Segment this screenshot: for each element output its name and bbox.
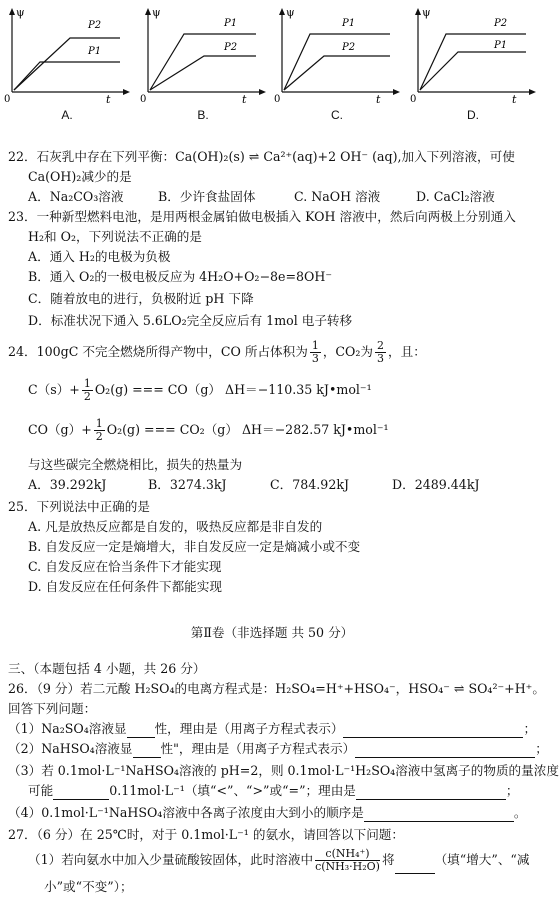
- graph-a-plot: [2, 4, 132, 104]
- q24-options: [8, 476, 538, 494]
- q24-frac-co2: [375, 340, 386, 365]
- graph-a-xlabel: t: [106, 93, 111, 106]
- graph-d-caption: D.: [467, 108, 479, 122]
- q26-sub-1-blank-nature[interactable]: [127, 723, 155, 738]
- graph-b: [138, 4, 268, 122]
- q25-option-d: D. 自发反应在任何条件下都能实现: [28, 579, 222, 594]
- q24-eq1-half-num: 1: [83, 377, 91, 390]
- q26-sub-1-b: 性，理由是（用离子方程式表示）: [154, 721, 344, 736]
- graph-b-series-1: P1: [224, 18, 238, 29]
- q27-ratio-fraction: [315, 848, 380, 873]
- q23-stem: 23．一种新型燃料电池，是用两根金属铂做电极插入 KOH 溶液中，然后向两极上分别通入: [8, 209, 516, 224]
- q23-option-c: C．随着放电的进行，负极附近 pH 下降: [28, 291, 254, 306]
- q27-sub-1-b: 将: [381, 852, 395, 867]
- q22-option-d: D. CaCl₂溶液: [416, 189, 495, 204]
- q22-option-c: C. NaOH 溶液: [294, 189, 381, 204]
- graph-a-series-2: P1: [88, 46, 102, 57]
- q24-eq2-right: O₂(g) === CO₂（g） ΔH＝−282.57 kJ•mol⁻¹: [106, 422, 389, 437]
- q23-option-d: D．标准状况下通入 5.6LO₂完全反应后有 1mol 电子转移: [28, 313, 353, 328]
- q26-sub-3-end: ；: [505, 783, 519, 798]
- q26-sub-4-blank-order[interactable]: [364, 807, 514, 822]
- graph-d: [408, 4, 538, 122]
- graph-d-series-1: P2: [494, 18, 508, 29]
- q24-eq2-half-num: 1: [95, 417, 103, 430]
- q25-option-b: B. 自发反应一定是熵增大，非自发反应一定是熵减小或不变: [28, 539, 361, 554]
- graph-d-plot: [408, 4, 538, 104]
- graph-c-xlabel: t: [376, 93, 381, 106]
- q24-frac-co-num: 1: [311, 339, 319, 352]
- q22-stem-cont: Ca(OH)₂减少的是: [28, 169, 132, 184]
- q26-sub-3: （3）若 0.1mol·L⁻¹NaHSO₄溶液的 pH=2，则 0.1mol·L⁻¹H₂SO₄溶液中氢离子的物质的量浓度: [8, 763, 559, 778]
- q27-sub-1: [8, 846, 538, 874]
- q24-frac-co2-den: 3: [377, 352, 385, 365]
- q24-equation-1: [8, 376, 538, 404]
- q24-eq1-half-den: 2: [83, 390, 91, 403]
- q26-sub-2-blank-equation[interactable]: [355, 743, 535, 758]
- q23-stem-cont: H₂和 O₂，下列说法不正确的是: [28, 229, 202, 244]
- q27-ratio-num: c(NH₄⁺): [315, 848, 380, 861]
- q26-sub-3-cont: [8, 782, 538, 800]
- q24-eq2-left: CO（g）+: [28, 422, 92, 437]
- q26-sub-2-a: （2）NaHSO₄溶液显: [8, 741, 133, 756]
- q24-equation-2: [8, 416, 538, 444]
- q26-sub-3-blank-compare[interactable]: [53, 785, 109, 800]
- graph-b-series-2: P2: [224, 42, 238, 53]
- q23-option-a: A．通入 H₂的电极为负极: [28, 249, 171, 264]
- q24-frac-co2-num: 2: [377, 339, 385, 352]
- graph-d-ylabel: ψ: [422, 6, 431, 19]
- q22-option-b: B．少许食盐固体: [158, 189, 256, 204]
- q25-option-c: C. 自发反应在恰当条件下才能实现: [28, 559, 222, 574]
- graph-b-caption: B.: [197, 108, 209, 122]
- graph-d-xlabel: t: [512, 93, 517, 106]
- graph-d-origin: 0: [410, 94, 417, 105]
- q24-option-d: D．2489.44kJ: [392, 477, 480, 492]
- q25-stem: 25．下列说法中正确的是: [8, 499, 150, 514]
- q24-eq2-half-den: 2: [95, 430, 103, 443]
- q24-middle: ，CO₂为: [322, 344, 374, 359]
- q24-eq2-half: [94, 418, 105, 443]
- q26-sub-4-end: 。: [513, 805, 527, 820]
- q26-sub-1-a: （1）Na₂SO₄溶液显: [8, 721, 127, 736]
- graph-c-plot: [272, 4, 402, 104]
- q24-frac-co: [310, 340, 321, 365]
- q26-sub-3-blank-reason[interactable]: [356, 785, 506, 800]
- q22-options: [8, 188, 538, 206]
- q27-stem: 27．（6 分）在 25℃时，对于 0.1mol·L⁻¹ 的氨水，请回答以下问题：: [8, 827, 404, 842]
- q22-option-a: A．Na₂CO₃溶液: [28, 189, 124, 204]
- q24-stem: [8, 338, 538, 366]
- graph-a-series-1: P2: [88, 20, 102, 31]
- section-2-heading: 第Ⅱ卷（非选择题 共 50 分）: [190, 625, 354, 640]
- q24-eq1-half: [82, 378, 93, 403]
- graph-a-caption: A.: [61, 108, 73, 122]
- q23-option-b: B．通入 O₂的一极电极反应为 4H₂O+O₂−8e=8OH⁻: [28, 269, 332, 284]
- q26-sub-4: [8, 804, 538, 822]
- q26-sub-3-b: 0.11mol·L⁻¹（填“<”、“>”或“=”；理由是: [109, 783, 356, 798]
- q26-sub-1-blank-equation[interactable]: [343, 723, 523, 738]
- q26-stem: 26．（9 分）若二元酸 H₂SO₄的电离方程式是：H₂SO₄=H⁺+HSO₄⁻，HSO₄⁻ ⇌ SO₄²⁻+H⁺。: [8, 681, 545, 696]
- q24-eq1-right: O₂(g) === CO（g） ΔH＝−110.35 kJ•mol⁻¹: [94, 382, 372, 397]
- graph-c-series-2: P2: [342, 42, 356, 53]
- graph-a-ylabel: ψ: [16, 6, 25, 19]
- graph-c-series-1: P1: [342, 18, 356, 29]
- q27-ratio-den: c(NH₃·H₂O): [315, 860, 380, 873]
- q24-option-b: B．3274.3kJ: [148, 477, 227, 492]
- q26-sub-2: [8, 740, 548, 758]
- q22-stem: 22．石灰乳中存在下列平衡：Ca(OH)₂(s) ⇌ Ca²⁺(aq)+2 OH⁻ (aq),加入下列溶液，可使: [8, 149, 515, 164]
- graph-a-origin: 0: [4, 94, 11, 105]
- q27-sub-1-a: （1）若向氨水中加入少量硫酸铵固体，此时溶液中: [28, 852, 314, 867]
- q26-sub-1: [8, 720, 538, 738]
- q27-sub-1-c: （填“增大”、“减: [434, 852, 530, 867]
- graph-c: [272, 4, 402, 122]
- graph-a: [2, 4, 132, 122]
- q26-sub-3-a: 可能: [28, 783, 54, 798]
- q26-prompt: 回答下列问题：: [8, 701, 97, 716]
- q26-sub-2-end: ；: [535, 741, 548, 756]
- q24-frac-co-den: 3: [311, 352, 319, 365]
- graph-b-xlabel: t: [242, 93, 247, 106]
- graph-c-caption: C.: [331, 108, 343, 122]
- q27-sub-1-cont: 小”或“不变”）；: [44, 879, 133, 894]
- q26-sub-4-text: （4）0.1mol·L⁻¹NaHSO₄溶液中各离子浓度由大到小的顺序是: [8, 805, 364, 820]
- graph-b-plot: [138, 4, 268, 104]
- q26-sub-2-b: 性"，理由是（用离子方程式表示）: [160, 741, 356, 756]
- q27-sub-1-blank[interactable]: [395, 859, 435, 874]
- q26-sub-2-blank-nature[interactable]: [133, 743, 161, 758]
- q24-question: 与这些碳完全燃烧相比，损失的热量为: [28, 457, 243, 472]
- q26-sub-1-end: ；: [523, 721, 537, 736]
- q24-suffix: ，且：: [388, 344, 426, 359]
- q24-prefix: 24．100gC 不完全燃烧所得产物中，CO 所占体积为: [8, 344, 308, 359]
- graph-c-ylabel: ψ: [286, 6, 295, 19]
- graph-d-series-2: P1: [494, 40, 508, 51]
- graph-b-ylabel: ψ: [152, 6, 161, 19]
- q24-option-a: A．39.292kJ: [28, 477, 107, 492]
- graph-b-origin: 0: [140, 94, 147, 105]
- q24-eq1-left: C（s）+: [28, 382, 80, 397]
- q25-option-a: A. 凡是放热反应都是自发的，吸热反应都是非自发的: [28, 519, 323, 534]
- q24-option-c: C．784.92kJ: [270, 477, 350, 492]
- graph-c-origin: 0: [274, 94, 281, 105]
- part-3-heading: 三、（本题包括 4 小题，共 26 分）: [8, 661, 206, 676]
